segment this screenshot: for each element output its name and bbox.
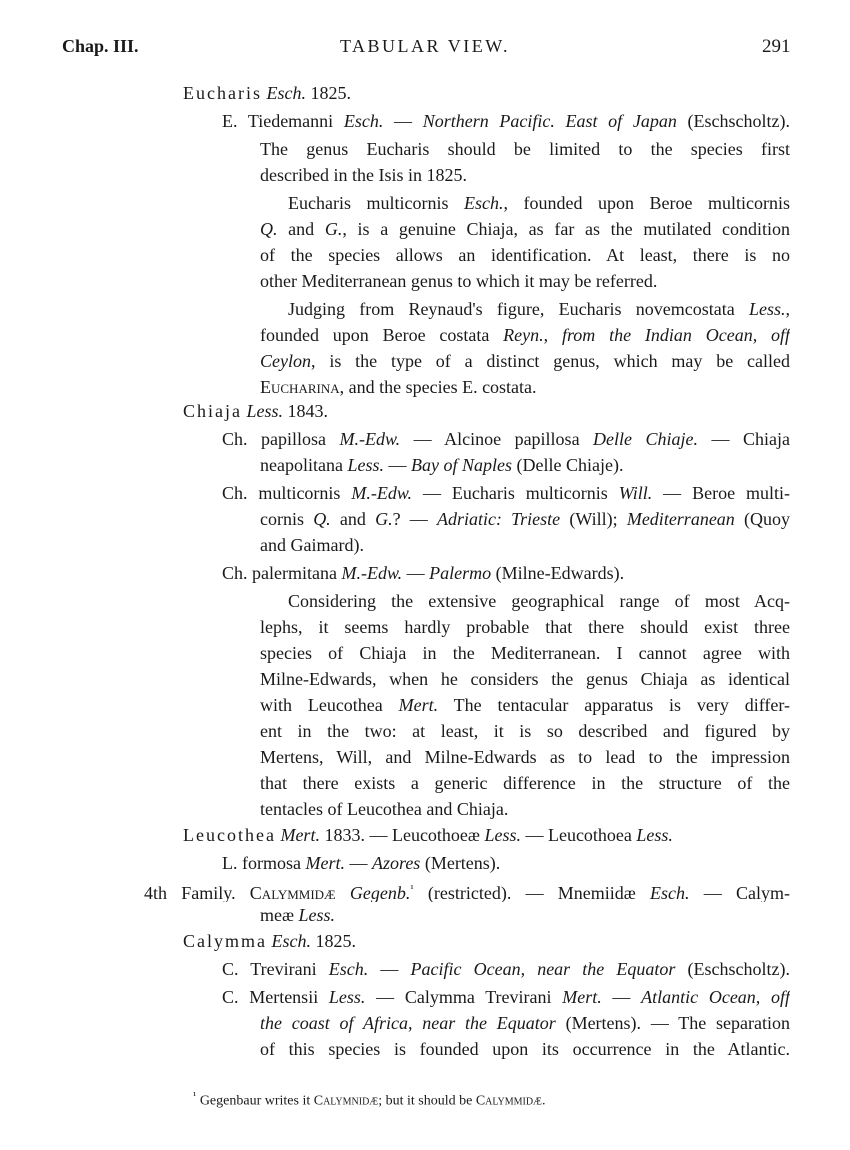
text-run: other Mediterranean genus to which it may be referred. bbox=[260, 271, 658, 291]
text-run: 1825. bbox=[311, 931, 356, 951]
text-run: ¹ bbox=[410, 883, 414, 895]
text-run: Mert. bbox=[562, 987, 602, 1007]
text-run: Less. bbox=[748, 299, 786, 319]
text-run: — Alcinoe papillosa bbox=[400, 429, 594, 449]
text-run: Azores bbox=[371, 853, 421, 873]
text-run: , founded upon Beroe multicornis bbox=[503, 193, 790, 213]
text-run: (Milne-Edwards). bbox=[491, 563, 625, 583]
text-line bbox=[260, 1010, 790, 1036]
text-run: — Eucharis multicornis bbox=[412, 483, 619, 503]
text-line bbox=[260, 796, 508, 822]
text-run: tentacles of Leucothea and Chiaja. bbox=[260, 799, 509, 819]
text-line bbox=[222, 850, 500, 876]
text-line bbox=[222, 108, 790, 134]
text-run: , is a genuine Chiaja, as far as the mutilated condition bbox=[342, 219, 790, 239]
text-run: Less. bbox=[636, 825, 673, 845]
text-run: Gegenb. bbox=[349, 883, 411, 902]
text-run: Gegenbaur writes it bbox=[196, 1093, 314, 1109]
text-run: Ch. papillosa bbox=[222, 429, 340, 449]
text-run: The genus Eucharis should be limited to the species first bbox=[260, 139, 790, 159]
text-line bbox=[260, 666, 790, 692]
text-run bbox=[336, 883, 350, 902]
text-run: 4th Family. bbox=[144, 883, 250, 902]
text-line bbox=[288, 296, 790, 322]
text-run: with Leucothea bbox=[260, 695, 399, 715]
text-run: E. Tiedemanni bbox=[222, 111, 344, 131]
text-line bbox=[260, 162, 467, 188]
text-run: , bbox=[785, 299, 790, 319]
text-run: of the species allows an identification. At least, there is no bbox=[260, 245, 790, 265]
text-line bbox=[260, 718, 790, 744]
text-run: G. bbox=[375, 509, 393, 529]
text-line bbox=[260, 692, 790, 718]
text-run: ? — bbox=[392, 509, 437, 529]
text-run: C. Mertensii bbox=[222, 987, 329, 1007]
text-line bbox=[260, 770, 790, 796]
running-title: TABULAR VIEW. bbox=[340, 36, 511, 56]
text-run: Ceylon bbox=[260, 351, 311, 371]
text-run: ent in the two: at least, it is so described and figured by bbox=[260, 721, 790, 741]
text-run: — bbox=[383, 455, 411, 475]
text-run: Mertens, Will, and Milne-Edwards as to lead to the impression bbox=[260, 747, 790, 767]
text-run: (Delle Chiaje). bbox=[511, 455, 624, 475]
text-run: Calymmidæ bbox=[249, 883, 336, 902]
text-run: Palermo bbox=[429, 563, 492, 583]
text-run: Ch. multicornis bbox=[222, 483, 352, 503]
text-run: Bay of Naples bbox=[410, 455, 512, 475]
text-run: — Calymma Trevirani bbox=[365, 987, 563, 1007]
text-run: (Mertens). — The separation bbox=[555, 1013, 790, 1033]
text-run: described in the Isis in 1825. bbox=[260, 165, 467, 185]
text-run: , and the species E. costata. bbox=[339, 377, 537, 397]
text-line bbox=[260, 1036, 790, 1062]
text-run: Less. bbox=[298, 905, 336, 925]
text-run: Mert. bbox=[305, 853, 345, 873]
text-run: Eucharina bbox=[260, 377, 340, 397]
text-line bbox=[260, 506, 790, 532]
text-run: Will. bbox=[618, 483, 653, 503]
text-run: Mert. bbox=[280, 825, 320, 845]
text-run: ; but it should be bbox=[378, 1093, 476, 1109]
text-run: — bbox=[368, 959, 411, 979]
text-run: Northern Pacific. East of Japan bbox=[422, 111, 677, 131]
text-run: the coast of Africa, near the Equator bbox=[260, 1013, 556, 1033]
text-run: Eucharis bbox=[183, 83, 262, 103]
text-line bbox=[260, 532, 364, 558]
text-run: and Gaimard). bbox=[260, 535, 364, 555]
text-run: lephs, it seems hardly probable that there should exist three bbox=[260, 617, 790, 637]
text-run: of this species is founded upon its occurrence in the Atlantic. bbox=[260, 1039, 790, 1059]
page-number: 291 bbox=[762, 36, 791, 57]
text-line bbox=[260, 614, 790, 640]
text-run: (restricted). — Mnemiidæ bbox=[413, 883, 651, 902]
footnote bbox=[193, 1090, 545, 1110]
text-run: — Chiaja bbox=[698, 429, 790, 449]
text-run: Esch. bbox=[266, 83, 306, 103]
text-run: Leucothea bbox=[183, 825, 276, 845]
text-run: M.-Edw. bbox=[351, 483, 413, 503]
text-run: meæ bbox=[260, 905, 299, 925]
text-run: (Will); bbox=[560, 509, 627, 529]
text-line bbox=[222, 560, 624, 586]
text-run: Mert. bbox=[398, 695, 439, 715]
text-line bbox=[222, 426, 790, 452]
text-run: Mediterranean bbox=[626, 509, 735, 529]
text-run: from the Indian Ocean, off bbox=[561, 325, 790, 345]
text-run: Reyn. bbox=[503, 325, 544, 345]
running-header bbox=[0, 36, 850, 66]
chapter-label: Chap. III. bbox=[62, 36, 139, 56]
text-run: Less. bbox=[246, 401, 284, 421]
text-line bbox=[288, 190, 790, 216]
text-run: Less. bbox=[347, 455, 384, 475]
text-run: species of Chiaja in the Mediterranean. I cannot agree with bbox=[260, 643, 790, 663]
text-run: (Mertens). bbox=[420, 853, 501, 873]
text-line bbox=[260, 744, 790, 770]
text-run: Atlantic Ocean, off bbox=[641, 987, 790, 1007]
text-run: The tentacular apparatus is very differ- bbox=[438, 695, 790, 715]
text-run: — bbox=[383, 111, 423, 131]
text-run: Esch. bbox=[271, 931, 311, 951]
text-line bbox=[144, 876, 790, 902]
text-run: — Leucothoea bbox=[520, 825, 637, 845]
text-run: Pacific Ocean, near the Equator bbox=[410, 959, 676, 979]
text-run: ¹ bbox=[193, 1090, 197, 1102]
text-line bbox=[260, 452, 623, 478]
text-run: Eucharis multicornis bbox=[288, 193, 464, 213]
text-line bbox=[222, 984, 790, 1010]
text-run: Chiaja bbox=[183, 401, 242, 421]
text-run: Adriatic: Trieste bbox=[436, 509, 561, 529]
text-line bbox=[260, 242, 790, 268]
text-run: M.-Edw. bbox=[339, 429, 401, 449]
text-line bbox=[222, 480, 790, 506]
text-run: Ch. palermitana bbox=[222, 563, 342, 583]
text-line bbox=[260, 348, 790, 374]
text-line bbox=[260, 902, 335, 928]
text-run: Esch. bbox=[464, 193, 504, 213]
text-run: and bbox=[277, 219, 325, 239]
text-run: C. Trevirani bbox=[222, 959, 329, 979]
text-run: — bbox=[402, 563, 430, 583]
text-run: Milne-Edwards, when he considers the genus Chiaja as identical bbox=[260, 669, 790, 689]
text-run: Q. bbox=[260, 219, 278, 239]
text-line bbox=[183, 822, 673, 848]
text-run: — bbox=[344, 853, 372, 873]
text-run: Calymmidæ bbox=[475, 1093, 542, 1109]
text-run: Less. bbox=[328, 987, 366, 1007]
text-run: Judging from Reynaud's figure, Eucharis novemcostata bbox=[288, 299, 749, 319]
text-run: cornis bbox=[260, 509, 314, 529]
text-run: , bbox=[543, 325, 562, 345]
text-line bbox=[260, 374, 537, 400]
text-run: Considering the extensive geographical range of most Acq- bbox=[288, 591, 790, 611]
text-run: G. bbox=[324, 219, 343, 239]
text-line bbox=[222, 956, 790, 982]
text-run: — Calym- bbox=[689, 883, 790, 902]
text-line bbox=[183, 80, 351, 106]
text-run: 1825. bbox=[305, 83, 351, 103]
text-run: Esch. bbox=[343, 111, 384, 131]
text-line bbox=[260, 136, 790, 162]
text-run: (Eschscholtz). bbox=[675, 959, 790, 979]
text-run: (Quoy bbox=[734, 509, 790, 529]
text-run: founded upon Beroe costata bbox=[260, 325, 504, 345]
text-run: Less. bbox=[484, 825, 521, 845]
text-run: Q. bbox=[313, 509, 331, 529]
text-run: that there exists a generic difference in the structure of the bbox=[260, 773, 790, 793]
text-run: , is the type of a distinct genus, which may be called bbox=[311, 351, 790, 371]
text-run: and bbox=[330, 509, 376, 529]
text-run: — bbox=[601, 987, 642, 1007]
text-run: . bbox=[541, 1093, 546, 1109]
text-run: M.-Edw. bbox=[341, 563, 403, 583]
text-run: (Eschscholtz). bbox=[676, 111, 790, 131]
text-run: 1843. bbox=[283, 401, 329, 421]
text-line bbox=[260, 640, 790, 666]
text-line bbox=[260, 216, 790, 242]
text-run: Calymnidæ bbox=[313, 1093, 379, 1109]
text-run: Calymma bbox=[183, 931, 267, 951]
text-line bbox=[183, 398, 328, 424]
text-run: Esch. bbox=[328, 959, 369, 979]
text-line bbox=[260, 322, 790, 348]
text-run: Delle Chiaje. bbox=[593, 429, 699, 449]
text-run: 1833. — Leucothoeæ bbox=[319, 825, 485, 845]
text-line bbox=[288, 588, 790, 614]
text-run: — Beroe multi- bbox=[652, 483, 790, 503]
text-run: Esch. bbox=[650, 883, 690, 902]
text-run: neapolitana bbox=[260, 455, 348, 475]
text-run: L. formosa bbox=[222, 853, 306, 873]
text-line bbox=[183, 928, 356, 954]
text-line bbox=[260, 268, 657, 294]
